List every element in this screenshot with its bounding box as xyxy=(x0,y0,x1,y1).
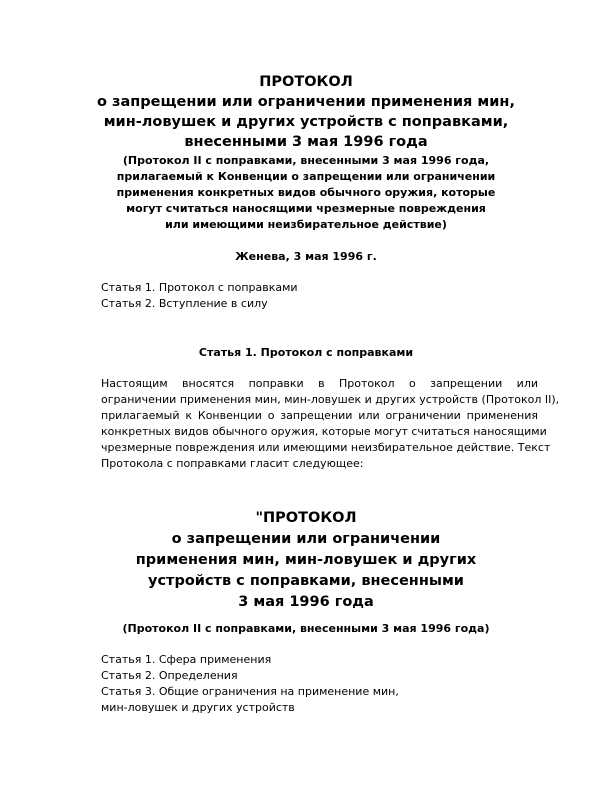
protocol-title-line: внесенными 3 мая 1996 года xyxy=(184,134,428,150)
protocol-title: ПРОТОКОЛ xyxy=(259,74,353,90)
paragraph-line: прилагаемый к Конвенции о запрещении или ограничении применения xyxy=(101,409,538,422)
protocol-subtitle-line: (Протокол II с поправками, внесенными 3 мая 1996 года, xyxy=(122,154,490,167)
paragraph-line: Протокола с поправками гласит следующее: xyxy=(101,457,364,470)
amended-subtitle: (Протокол II с поправками, внесенными 3 мая 1996 года) xyxy=(122,622,490,635)
article-heading: Статья 1. Протокол с поправками xyxy=(198,346,414,359)
toc-item: мин-ловушек и других устройств xyxy=(101,701,295,714)
toc-item: Статья 1. Протокол с поправками xyxy=(101,281,298,294)
toc-item: Статья 1. Сфера применения xyxy=(101,653,272,666)
protocol-subtitle-line: прилагаемый к Конвенции о запрещении или ограничении xyxy=(116,170,496,183)
amended-title-line: о запрещении или ограничении xyxy=(171,531,441,547)
protocol-subtitle-line: могут считаться наносящими чрезмерные повреждения xyxy=(126,202,486,215)
amended-title: "ПРОТОКОЛ xyxy=(255,510,357,526)
paragraph-line: чрезмерные повреждения или имеющими неизбирательное действие. Текст xyxy=(101,441,551,454)
amended-title-line: устройств с поправками, внесенными xyxy=(148,573,464,589)
protocol-title-line: о запрещении или ограничении применения мин, xyxy=(97,94,515,110)
article-paragraph xyxy=(101,376,560,472)
protocol-subtitle-line: или имеющими неизбирательное действие) xyxy=(165,218,447,231)
toc-item: Статья 2. Определения xyxy=(101,669,238,682)
paragraph-line: Настоящим вносятся поправки в Протокол о запрещении или xyxy=(101,377,538,390)
paragraph-line: конкретных видов обычного оружия, которые могут считаться наносящими xyxy=(101,425,547,438)
amended-title-line: 3 мая 1996 года xyxy=(238,594,374,610)
amended-title-line: применения мин, мин-ловушек и других xyxy=(135,552,477,568)
paragraph-line: ограничении применения мин, мин-ловушек и других устройств (Протокол II), xyxy=(101,393,560,406)
toc-item: Статья 3. Общие ограничения на применение мин, xyxy=(101,685,399,698)
place-date: Женева, 3 мая 1996 г. xyxy=(235,250,377,263)
toc-item: Статья 2. Вступление в силу xyxy=(101,297,268,310)
protocol-subtitle-line: применения конкретных видов обычного оружия, которые xyxy=(116,186,496,199)
protocol-title-line: мин-ловушек и других устройств с поправками, xyxy=(103,114,509,130)
